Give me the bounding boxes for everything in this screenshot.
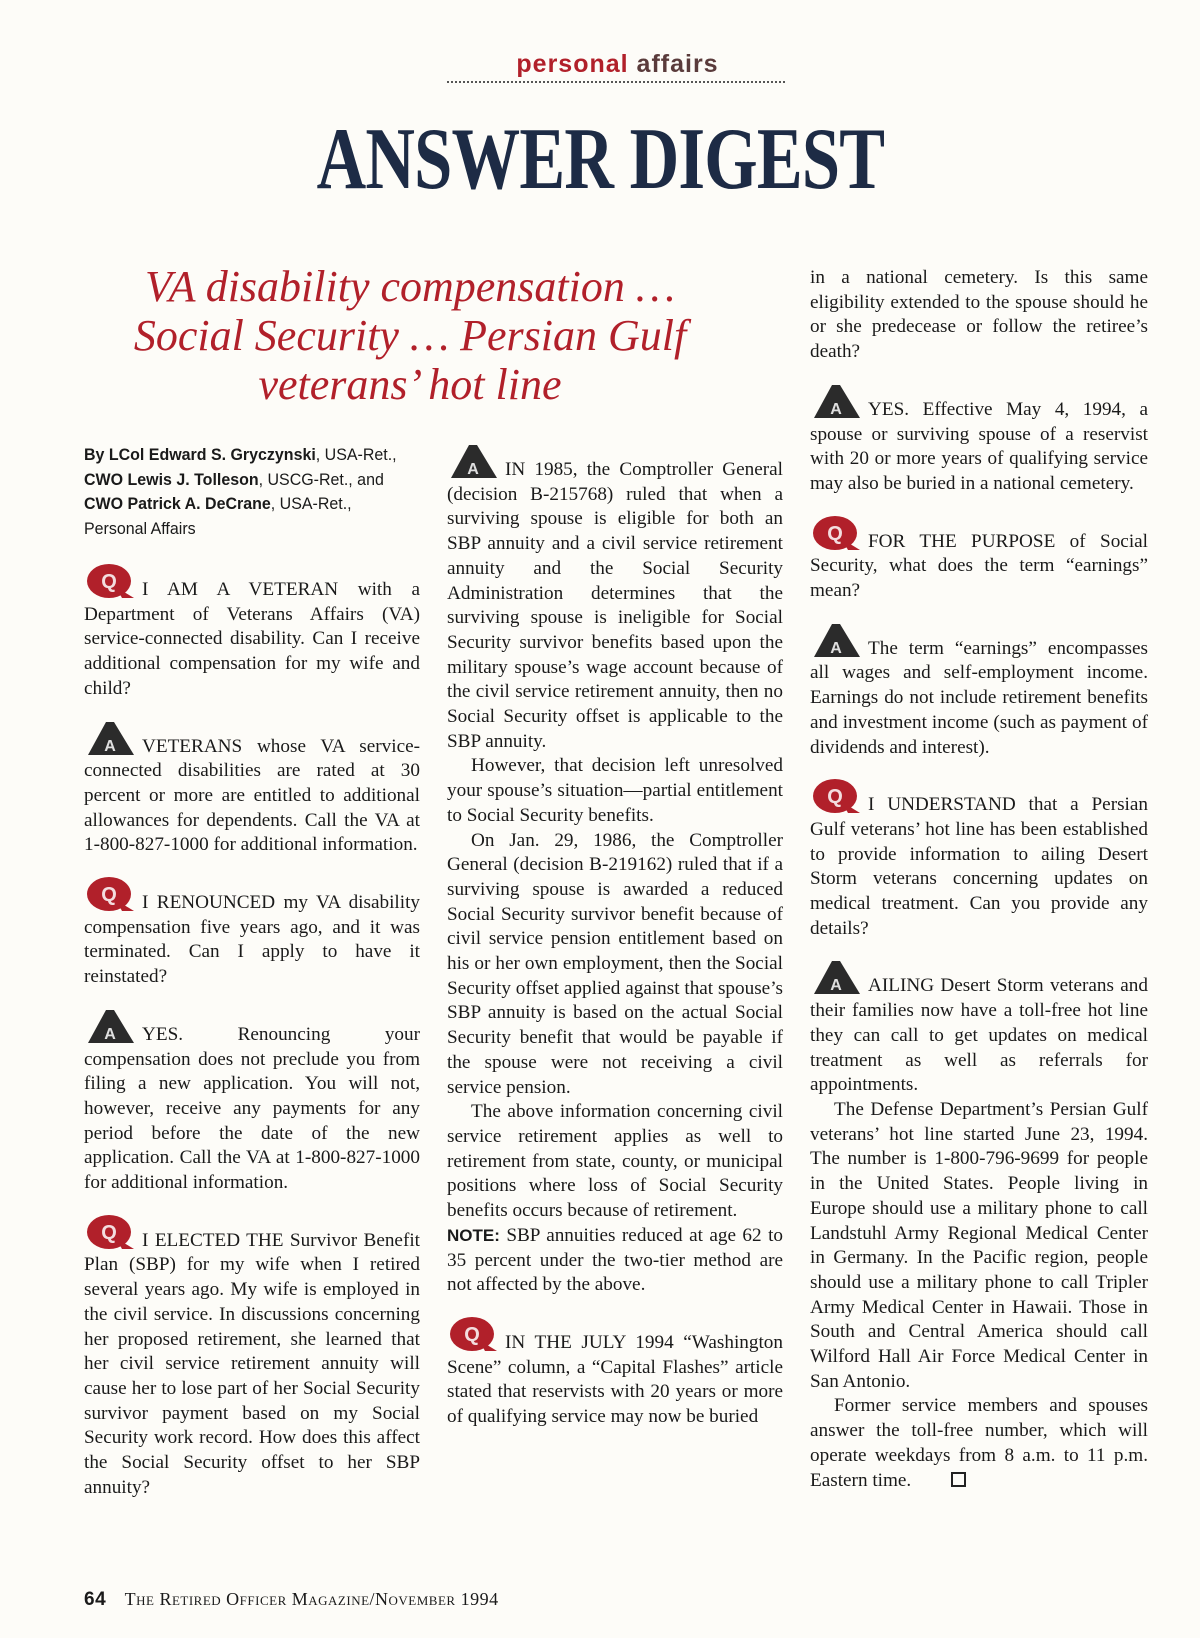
subtitle-line-1: VA disability compensation … [145,262,675,311]
answer-block: A YES. Renouncing your compensation does not preclude you from filing a new application. You will not, however, receive any payments for any period before the date of the new application. Call the VA at 1-800-827-1000 for additional information. [84,1008,420,1196]
page-footer [84,1589,499,1611]
section-label [450,50,785,79]
question-mark-icon [84,876,136,912]
svg-text:A: A [830,639,842,657]
section-word-affairs: affairs [636,50,719,78]
author-department: Personal Affairs [84,518,196,538]
question-mark-icon [447,1316,499,1352]
svg-text:A: A [830,977,842,995]
page-title: ANSWER DIGEST [316,111,885,208]
author-1: By LCol Edward S. Gryczynski [84,445,316,464]
answer-mark-icon [84,1008,136,1044]
article-subtitle [60,262,760,409]
magazine-credit: The Retired Officer Magazine/November 1994 [124,1589,499,1609]
answer-block: A The term “earnings” encompasses all wages and self-employment income. Earnings do not include retirement benefits and investment income (such as payment of dividends and interest). [810,622,1148,761]
author-3: CWO Patrick A. DeCrane [84,494,271,513]
answer-block: A AILING Desert Storm veterans and their families now have a toll-free hot line they can call to get updates on medical treatment as well as referrals for appointments. [810,959,1148,1098]
section-dotted-rule [447,81,785,83]
column-3 [810,266,1148,1493]
svg-text:A: A [467,461,479,478]
paragraph: The above information concerning civil service retirement applies as well to retirement from state, county, or municipal positions where loss of Social Security benefits occurs because of retirement. [447,1101,783,1222]
answer-mark-icon [447,443,499,479]
note-label: NOTE: [447,1225,500,1245]
answer-block: A VETERANS whose VA service-connected disabilities are rated at 30 percent or more are entitled to additional allowances for dependents. Call the VA at 1-800-827-1000 for additional information. [84,720,420,859]
paragraph: Former service members and spouses answer the toll-free number, which will operate weekdays from 8 a.m. to 11 p.m. Eastern time. [810,1395,1148,1491]
section-word-personal: personal [516,50,629,78]
column-1 [84,563,420,1501]
question-block: Q I RENOUNCED my VA disability compensation five years ago, and it was terminated. Can I apply to have it reinstated? [84,876,420,990]
column-2 [447,443,783,1430]
svg-text:Q: Q [101,571,117,593]
answer-block: A IN 1985, the Comptroller General (decision B-215768) ruled that when a surviving spouse is eligible for both an SBP annuity and a civil service retirement annuity and the Social Security Administration determines that the surviving spouse is ineligible for Social Security survivor benefits based upon the military spouse’s wage account because of the civil service retirement annuity, then no Social Security offset is applicable to the SBP annuity. [447,443,783,754]
answer-block: A YES. Effective May 4, 1994, a spouse or surviving spouse of a reservist with 20 or more years of qualifying service may also be buried in a national cemetery. [810,383,1148,497]
question-mark-icon [810,515,862,551]
paragraph: The Defense Department’s Persian Gulf veterans’ hot line started June 23, 1994. The number is 1-800-796-9699 for people in the United States. People living in Europe should use a military phone to call Landstuhl Army Regional Medical Center in Germany. In the Pacific region, people should use a military phone to call Tripler Army Medical Center in Hawaii. Those in South and Central America should call Wilford Hall Air Force Medical Center in San Antonio. [810,1098,1148,1392]
question-mark-icon [84,1214,136,1250]
question-continuation: in a national cemetery. Is this same eligibility extended to the spouse should he or she predecease or follow the retiree’s death? [810,267,1148,363]
paragraph: However, that decision left unresolved your spouse’s situation—partial entitlement to Social Security benefits. [447,755,783,826]
answer-mark-icon [84,720,136,756]
answer-mark-icon [810,383,862,419]
answer-mark-icon [810,622,862,658]
page-number: 64 [84,1589,107,1610]
question-mark-icon [810,778,862,814]
end-of-article-icon [951,1472,966,1487]
question-block: Q I ELECTED THE Survivor Benefit Plan (SBP) for my wife when I retired several years ago. My wife is employed in the civil service. In discussions concerning her proposed retirement, she learned that her civil service retirement annuity will cause her to lose part of her Social Security survivor payment based on my Social Security work record. How does this affect the Social Security offset to her SBP annuity? [84,1214,420,1501]
question-block: Q I AM A VETERAN with a Department of Veterans Affairs (VA) service-connected disability. Can I receive additional compensation for my wife and child? [84,563,420,702]
question-block: Q I UNDERSTAND that a Persian Gulf veterans’ hot line has been established to provide information to ailing Desert Storm veterans concerning updates on medical treatment. Can you provide any details? [810,778,1148,941]
question-block: Q FOR THE PURPOSE of Social Security, what does the term “earnings” mean? [810,515,1148,604]
subtitle-line-3: veterans’ hot line [258,360,562,409]
svg-text:Q: Q [827,786,843,809]
question-block: Q IN THE JULY 1994 “Washington Scene” column, a “Capital Flashes” article stated that reservists with 20 years or more of qualifying service may now be buried [447,1316,783,1430]
subtitle-line-2: Social Security … Persian Gulf [133,311,687,360]
svg-text:A: A [830,400,842,418]
answer-mark-icon [810,959,862,995]
svg-text:A: A [104,737,116,755]
svg-text:Q: Q [464,1323,480,1346]
question-mark-icon [84,563,136,599]
byline: By LCol Edward S. Gryczynski, USA-Ret., CWO Lewis J. Tolleson, USCG-Ret., and CWO Patrick A. DeCrane, USA-Ret., Personal Affairs [84,445,397,538]
paragraph: On Jan. 29, 1986, the Comptroller General (decision B-219162) ruled that if a surviving spouse is awarded a reduced Social Security survivor benefit because of civil service pension entitlement based on his or her own employment, then the Social Security offset applied against that spouse’s SBP annuity is based on the actual Social Security benefit that would be payable if the spouse were not receiving a civil service pension. [447,829,783,1098]
svg-text:Q: Q [827,522,843,545]
author-2: CWO Lewis J. Tolleson [84,469,259,489]
svg-text:Q: Q [101,884,117,907]
svg-text:Q: Q [101,1221,117,1244]
note-paragraph: NOTE: SBP annuities reduced at age 62 to 35 percent under the two-tier method are not affected by the above. [447,1224,783,1296]
svg-text:A: A [104,1025,116,1043]
